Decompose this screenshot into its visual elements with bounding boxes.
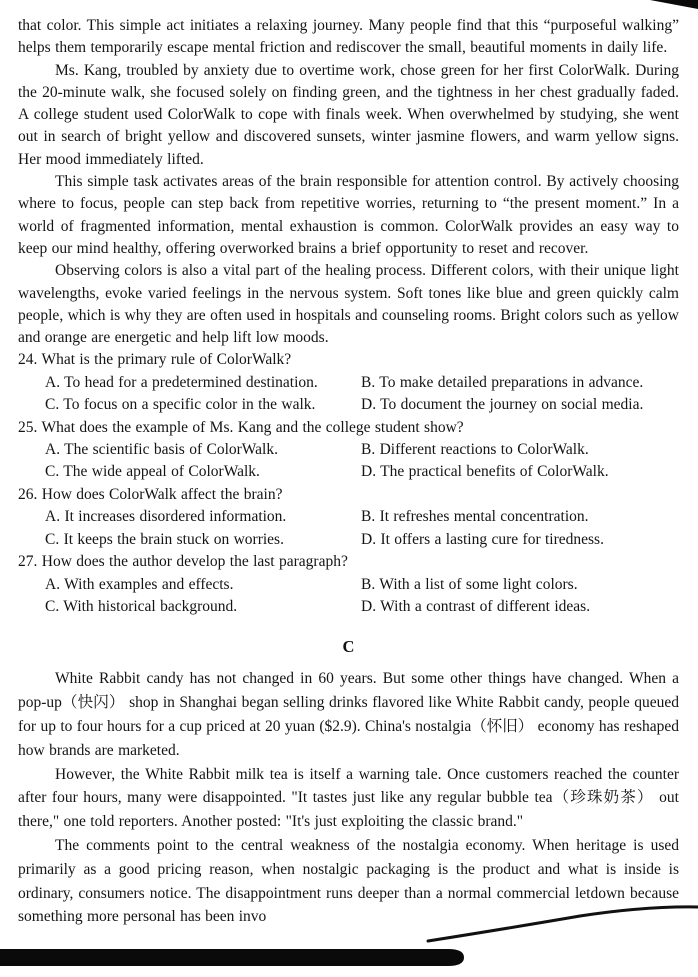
passage-paragraph: Observing colors is also a vital part of the healing process. Different colors, with their unique light wavelengths, evoke varied feelings in the nervous system. Soft tones like blue and green quickly calm people, which is why they are often used in hospitals and counseling rooms. Bright colors such as yellow and orange are energetic and help lift low moods.	[18, 262, 679, 347]
options-grid	[18, 574, 679, 619]
question-27	[18, 551, 679, 618]
question-number: 26.	[18, 485, 38, 503]
option-a: A. The scientific basis of ColorWalk.	[45, 441, 278, 459]
option-b: B. With a list of some light colors.	[361, 575, 578, 593]
option-b: B. It refreshes mental concentration.	[361, 508, 589, 526]
option-b: B. To make detailed preparations in advance.	[361, 373, 644, 391]
option-d: D. It offers a lasting cure for tiredness.	[361, 530, 604, 548]
question-25	[18, 417, 679, 484]
option-d: D. The practical benefits of ColorWalk.	[361, 463, 609, 481]
question-number: 24.	[18, 351, 38, 369]
question-line	[18, 417, 679, 439]
question-stem: How does the author develop the last paragraph?	[41, 553, 348, 571]
options-grid	[18, 439, 679, 484]
option-c: C. It keeps the brain stuck on worries.	[45, 530, 284, 548]
question-stem: What is the primary rule of ColorWalk?	[41, 351, 292, 369]
section-c-paragraph: White Rabbit candy has not changed in 60 years. But some other things have changed. When a pop-up（快闪） shop in Shanghai began selling drinks flavored like White Rabbit candy, people queued for up to four hours for a cup priced at 20 yuan ($2.9). China's nostalgia（怀旧） economy has reshaped how brands are marketed.	[18, 670, 679, 759]
options-grid	[18, 372, 679, 417]
option-c: C. To focus on a specific color in the walk.	[45, 396, 316, 414]
question-24	[18, 349, 679, 416]
option-d: D. To document the journey on social media.	[361, 396, 644, 414]
question-26	[18, 484, 679, 551]
question-line	[18, 484, 679, 506]
page-curl-artifact	[0, 887, 698, 977]
passage-paragraph: that color. This simple act initiates a relaxing journey. Many people find that this “purposeful walking” helps them temporarily escape mental friction and rediscover the small, beautiful moments in daily life.	[18, 17, 679, 57]
passage-paragraph: Ms. Kang, troubled by anxiety due to overtime work, chose green for her first ColorWalk. During the 20-minute walk, she focused solely on finding green, and the tightness in her chest gradually faded. A college student used ColorWalk to cope with finals week. When overwhelmed by studying, she went out in search of bright yellow and discovered sunsets, winter jasmine flowers, and warm yellow signs. Her mood immediately lifted.	[18, 61, 679, 168]
section-c-paragraph: However, the White Rabbit milk tea is itself a warning tale. Once customers reached the counter after four hours, many were disappointed. "It tastes just like any regular bubble tea（珍珠奶茶） out there," one told reporters. Another posted: "It's just exploiting the classic brand."	[18, 765, 679, 831]
scan-mark-top-right	[648, 0, 698, 10]
options-grid	[18, 506, 679, 551]
question-number: 25.	[18, 418, 38, 436]
question-line	[18, 551, 679, 573]
option-b: B. Different reactions to ColorWalk.	[361, 441, 589, 459]
question-stem: What does the example of Ms. Kang and the college student show?	[41, 418, 464, 436]
question-stem: How does ColorWalk affect the brain?	[41, 485, 283, 503]
option-a: A. With examples and effects.	[45, 575, 234, 593]
section-c-paragraph: The comments point to the central weakness of the nostalgia economy. When heritage is used primarily as a good pricing reason, when nostalgic packaging is the product and what is inside is ordinary, consumers notice. The disappointment runs deeper than a normal commercial letdown because something more personal has been invo	[18, 836, 679, 926]
question-number: 27.	[18, 553, 38, 571]
option-a: A. It increases disordered information.	[45, 508, 287, 526]
option-a: A. To head for a predetermined destination.	[45, 373, 318, 391]
section-c-label: C	[342, 637, 355, 657]
passage-paragraph: This simple task activates areas of the brain responsible for attention control. By actively choosing where to focus, people can step back from repetitive worries, returning to “the present moment.” In a world of fragmented information, mental exhaustion is common. ColorWalk provides an easy way to keep our mind healthy, offering overworked brains a brief opportunity to reset and recover.	[18, 173, 679, 257]
option-c: C. The wide appeal of ColorWalk.	[45, 463, 260, 481]
option-c: C. With historical background.	[45, 597, 238, 615]
option-d: D. With a contrast of different ideas.	[361, 597, 591, 615]
question-line	[18, 349, 679, 371]
